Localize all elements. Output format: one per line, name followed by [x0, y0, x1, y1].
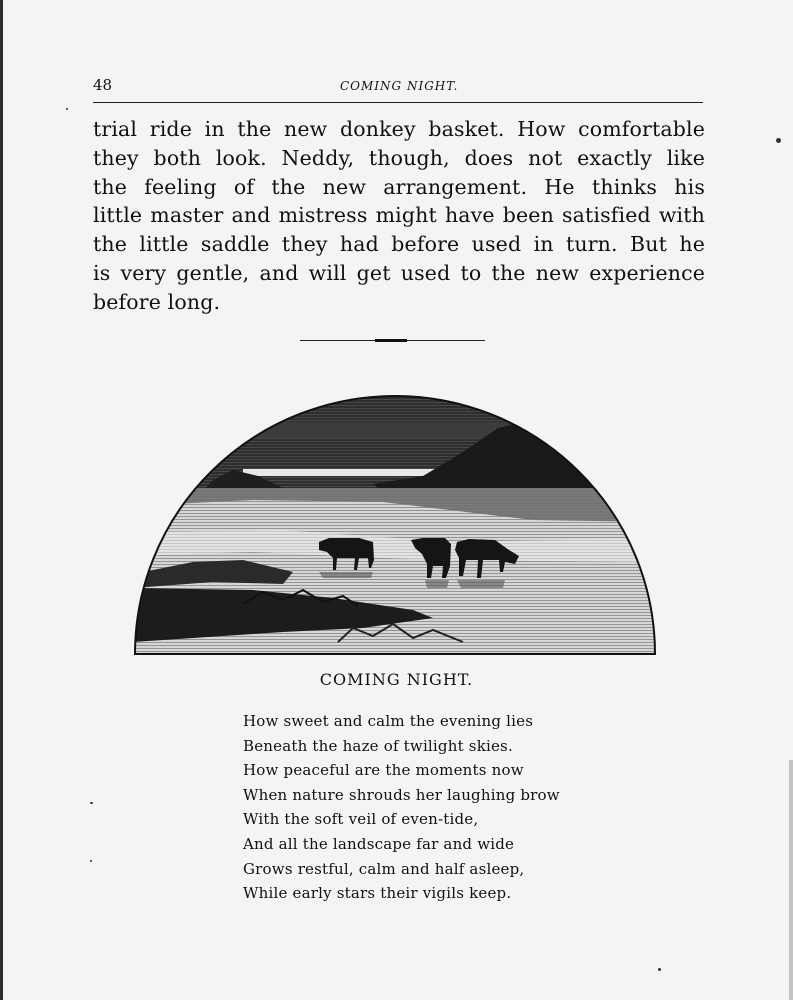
prose-line: is very gentle, and will get used to the new experience [93, 260, 705, 285]
horizon-glow [243, 469, 443, 476]
landscape-illustration [133, 392, 657, 656]
prose-line: little master and mistress might have been satisfied with [93, 203, 705, 228]
scan-speck [776, 138, 781, 143]
poem [243, 709, 560, 906]
scan-left-edge [0, 0, 3, 1000]
prose-paragraph [93, 115, 705, 317]
page-number: 48 [93, 76, 113, 94]
prose-line: trial ride in the new donkey basket. How comfortable [93, 117, 705, 141]
scan-speck [66, 108, 68, 110]
poem-title: COMING NIGHT. [319, 670, 474, 689]
prose-line: they both look. Neddy, though, does not exactly like [93, 145, 705, 170]
poem-line: And all the landscape far and wide [243, 834, 515, 853]
prose-line: the little saddle they had before used in turn. But he [93, 232, 705, 257]
running-title: COMING NIGHT. [340, 79, 459, 93]
scan-speck [90, 802, 93, 804]
scan-speck [90, 860, 92, 862]
prose-line: the feeling of the new arrangement. He thinks his [93, 174, 705, 199]
poem-line: With the soft veil of even-tide, [243, 810, 479, 829]
scan-speck [658, 968, 661, 971]
poem-line: While early stars their vigils keep. [243, 884, 512, 903]
header-rule [93, 102, 703, 103]
poem-line: How peaceful are the moments now [243, 761, 524, 780]
poem-line: Beneath the haze of twilight skies. [243, 736, 513, 755]
poem-line: When nature shrouds her laughing brow [243, 785, 560, 804]
prose-line: before long. [93, 289, 221, 314]
poem-line: Grows restful, calm and half asleep, [243, 859, 525, 878]
section-divider-center [375, 339, 407, 342]
scan-right-edge [789, 760, 793, 1000]
poem-line: How sweet and calm the evening lies [243, 712, 534, 730]
